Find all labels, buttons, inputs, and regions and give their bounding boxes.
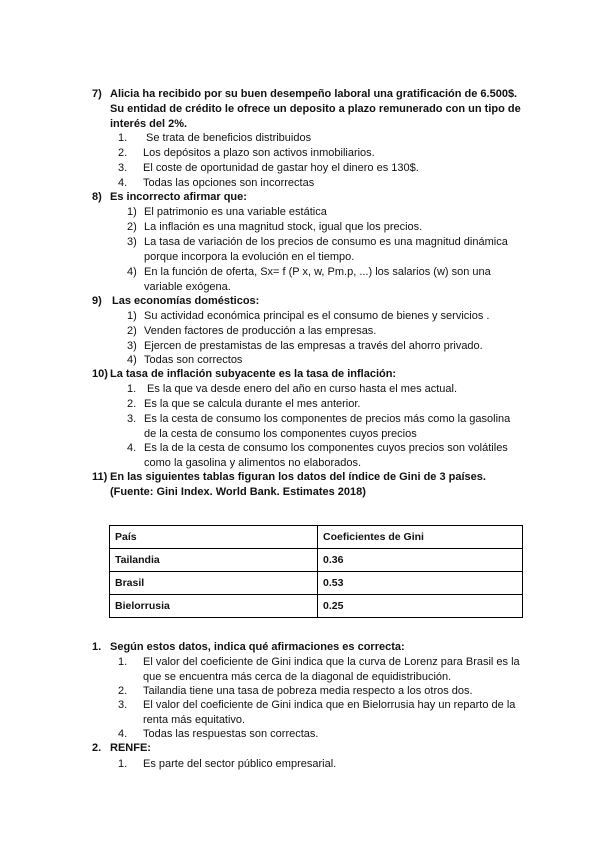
option-text: Es la de la cesta de consumo los componentes cuyos precios son volátiles [144,442,508,454]
subquestion-1-number: 1. [92,641,102,653]
table-cell-country: Tailandia [110,549,318,572]
option-text: Los depósitos a plazo son activos inmobiliarios. [143,147,375,159]
option-number: 4. [118,177,128,189]
option-number: 2. [127,398,137,410]
question-10-title: La tasa de inflación subyacente es la tasa de inflación: [110,368,397,380]
option-text: La inflación es una magnitud stock, igual que los precios. [144,221,423,233]
option-text: La tasa de variación de los precios de consumo es una magnitud dinámica [144,236,508,248]
table-header-gini: Coeficientes de Gini [318,526,523,549]
question-8-number: 8) [92,191,102,203]
question-7-line: interés del 2%. [110,118,188,130]
option-number: 4) [127,266,137,278]
table-header-row [110,526,523,549]
subquestion-2-title: RENFE: [110,742,151,754]
option-text: Tailandia tiene una tasa de pobreza media respecto a los otros dos. [143,685,473,697]
question-9 [92,294,552,309]
question-7-line: Su entidad de crédito le ofrece un deposito a plazo remunerado con un tipo de [110,103,521,115]
table-cell-gini: 0.25 [318,595,523,618]
option-number: 3. [118,699,128,711]
option-number: 1) [127,206,137,218]
option-number: 3) [127,236,137,248]
option-number: 3. [127,413,137,425]
option-text: Se trata de beneficios distribuidos [146,132,312,144]
option-text: El valor del coeficiente de Gini indica que en Bielorrusia hay un reparto de la [143,699,516,711]
question-11-line: En las siguientes tablas figuran los datos del índice de Gini de 3 países. [110,471,486,483]
option-number: 4) [127,354,137,366]
option-text: que se encuentra más cerca de la diagonal de equidistribución. [143,670,452,683]
option-text: Todas son correctos [144,354,243,366]
table-cell-gini: 0.36 [318,549,523,572]
question-11 [92,470,552,500]
option-text: Es la que se calcula durante el mes anterior. [144,398,361,410]
option-number: 1. [118,132,128,144]
question-11-number: 11) [92,471,108,483]
option-number: 2. [118,685,128,697]
option-number: 3. [118,162,128,174]
subquestion-1-title: Según estos datos, indica qué afirmaciones es correcta: [110,641,405,653]
option-text: renta más equitativo. [143,713,246,726]
table-row [110,572,523,595]
option-text: Es la que va desde enero del año en curso hasta el mes actual. [147,383,458,395]
question-7-line: Alicia ha recibido por su buen desempeño laboral una gratificación de 6.500$. [110,88,518,100]
option-text: Su actividad económica principal es el consumo de bienes y servicios . [144,310,490,322]
option-text: porque incorpora la evolución en el tiempo. [144,250,355,263]
option-text: El coste de oportunidad de gastar hoy el dinero es 130$. [143,162,419,174]
gini-table [109,525,523,618]
option-text: de la cesta de consumo los componentes cuyos precios [144,427,417,440]
option-text: Ejercen de prestamistas de las empresas a través del ahorro privado. [144,340,483,352]
option-text: como la gasolina y alimentos no elaborados. [144,456,362,469]
table-cell-country: Bielorrusia [110,595,318,618]
option-text: El valor del coeficiente de Gini indica que la curva de Lorenz para Brasil es la [143,656,520,668]
option-text: Todas las opciones son incorrectas [143,177,315,189]
subquestion-2 [92,741,552,756]
question-10-number: 10) [92,368,108,380]
subquestion-2-number: 2. [92,742,102,754]
option-number: 4. [118,728,128,740]
option-number: 2. [118,147,128,159]
option-text: Es la cesta de consumo los componentes de precios más como la gasolina [144,413,511,425]
table-row [110,595,523,618]
option-text: El patrimonio es una variable estática [144,206,327,218]
option-number: 2) [127,325,137,337]
question-8-title: Es incorrecto afirmar que: [110,191,247,203]
table-row [110,549,523,572]
table-cell-country: Brasil [110,572,318,595]
table-cell-gini: 0.53 [318,572,523,595]
question-8 [92,190,552,205]
question-7-number: 7) [92,88,102,100]
option-number: 1) [127,310,137,322]
option-number: 1. [118,758,128,770]
subquestion-1 [92,640,552,655]
option-number: 1. [127,383,137,395]
question-9-number: 9) [92,295,102,307]
option-number: 2) [127,221,137,233]
option-text: Todas las respuestas son correctas. [143,728,319,740]
question-10 [92,367,552,382]
option-text: Venden factores de producción a las empresas. [144,325,377,337]
option-text: variable exógena. [144,280,231,293]
question-11-line: (Fuente: Gini Index. World Bank. Estimates 2018) [110,486,366,498]
table-header-country: País [110,526,318,549]
question-9-title: Las economías domésticos: [112,295,260,307]
option-number: 4. [127,442,137,454]
option-number: 3) [127,340,137,352]
option-number: 1. [118,656,128,668]
option-text: Es parte del sector público empresarial. [143,758,337,770]
question-7 [92,87,552,132]
option-text: En la función de oferta, Sx= f (P x, w, Pm.p, ...) los salarios (w) son una [144,266,491,278]
